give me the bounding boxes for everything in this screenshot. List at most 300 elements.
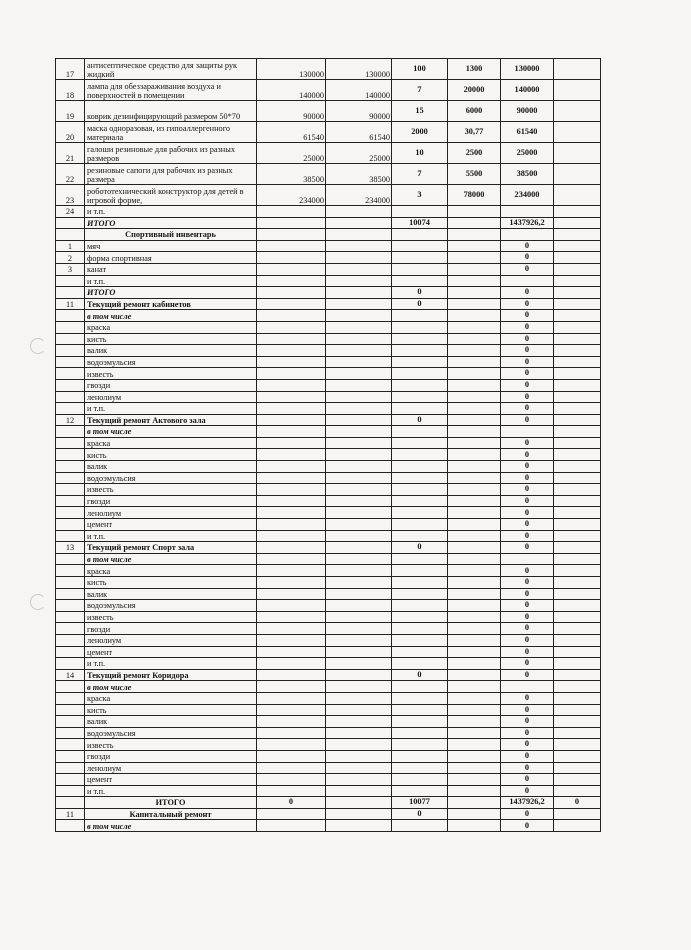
item-name: краска [85, 321, 257, 333]
unit-price: 5500 [448, 164, 501, 185]
value-col-4 [326, 310, 392, 322]
value-col-4 [326, 252, 392, 264]
row-number [56, 565, 85, 577]
amount: 0 [501, 403, 554, 415]
value-col-8 [554, 345, 601, 357]
amount: 0 [501, 634, 554, 646]
table-row [56, 692, 601, 704]
value-col-3 [257, 217, 326, 229]
unit-price [448, 727, 501, 739]
row-number: 22 [56, 164, 85, 185]
row-number [56, 275, 85, 287]
value-col-8 [554, 252, 601, 264]
value-col-4 [326, 356, 392, 368]
value-col-3 [257, 403, 326, 415]
unit-price [448, 229, 501, 241]
amount [501, 426, 554, 438]
value-col-8 [554, 565, 601, 577]
table-row [56, 669, 601, 681]
table-row [56, 164, 601, 185]
quantity [392, 530, 448, 542]
quantity [392, 356, 448, 368]
value-col-4 [326, 681, 392, 693]
item-name: Текущий ремонт кабинетов [85, 298, 257, 310]
value-col-3 [257, 310, 326, 322]
value-col-4 [326, 530, 392, 542]
amount: 0 [501, 519, 554, 531]
unit-price [448, 519, 501, 531]
value-col-8 [554, 80, 601, 101]
table-row [56, 739, 601, 751]
value-col-8 [554, 750, 601, 762]
amount: 0 [501, 472, 554, 484]
value-col-8 [554, 646, 601, 658]
table-row [56, 391, 601, 403]
value-col-4 [326, 774, 392, 786]
row-number [56, 426, 85, 438]
value-col-8 [554, 368, 601, 380]
row-number: 14 [56, 669, 85, 681]
quantity [392, 565, 448, 577]
value-col-4 [326, 611, 392, 623]
item-name: известь [85, 484, 257, 496]
amount: 0 [501, 704, 554, 716]
unit-price [448, 310, 501, 322]
amount: 0 [501, 565, 554, 577]
unit-price [448, 588, 501, 600]
value-col-8 [554, 229, 601, 241]
amount: 0 [501, 785, 554, 797]
value-col-8 [554, 484, 601, 496]
table-row [56, 321, 601, 333]
quantity: 100 [392, 59, 448, 80]
value-col-4 [326, 669, 392, 681]
unit-price [448, 240, 501, 252]
value-col-3 [257, 611, 326, 623]
value-col-3 [257, 484, 326, 496]
value-col-8 [554, 391, 601, 403]
value-col-8 [554, 716, 601, 728]
punch-hole-mark [30, 594, 46, 610]
quantity [392, 495, 448, 507]
value-col-4: 38500 [326, 164, 392, 185]
value-col-4: 25000 [326, 143, 392, 164]
item-name: и т.п. [85, 785, 257, 797]
value-col-3 [257, 379, 326, 391]
row-number [56, 634, 85, 646]
value-col-8: 0 [554, 797, 601, 809]
unit-price [448, 333, 501, 345]
unit-price [448, 577, 501, 589]
table-row [56, 263, 601, 275]
value-col-8 [554, 275, 601, 287]
table-row [56, 785, 601, 797]
amount: 0 [501, 356, 554, 368]
table-row [56, 437, 601, 449]
row-number [56, 553, 85, 565]
value-col-8 [554, 185, 601, 206]
item-name: цемент [85, 519, 257, 531]
quantity: 2000 [392, 122, 448, 143]
amount: 0 [501, 368, 554, 380]
value-col-3: 0 [257, 797, 326, 809]
row-number: 18 [56, 80, 85, 101]
value-col-3 [257, 507, 326, 519]
item-name: в том числе [85, 310, 257, 322]
quantity: 0 [392, 542, 448, 554]
value-col-4 [326, 461, 392, 473]
row-number: 12 [56, 414, 85, 426]
value-col-4 [326, 484, 392, 496]
value-col-3 [257, 333, 326, 345]
item-name: и т.п. [85, 403, 257, 415]
row-number [56, 461, 85, 473]
value-col-4 [326, 206, 392, 218]
row-number [56, 495, 85, 507]
table-row [56, 59, 601, 80]
unit-price [448, 287, 501, 299]
amount: 0 [501, 669, 554, 681]
table-row [56, 507, 601, 519]
row-number [56, 507, 85, 519]
value-col-8 [554, 681, 601, 693]
unit-price [448, 634, 501, 646]
value-col-8 [554, 577, 601, 589]
item-name: цемент [85, 646, 257, 658]
value-col-3 [257, 449, 326, 461]
value-col-3: 140000 [257, 80, 326, 101]
quantity: 0 [392, 414, 448, 426]
value-col-4 [326, 808, 392, 820]
table-row [56, 449, 601, 461]
item-name: известь [85, 739, 257, 751]
value-col-3 [257, 658, 326, 670]
quantity [392, 252, 448, 264]
unit-price: 1300 [448, 59, 501, 80]
value-col-3 [257, 345, 326, 357]
row-number [56, 727, 85, 739]
unit-price [448, 345, 501, 357]
value-col-8 [554, 263, 601, 275]
amount: 0 [501, 600, 554, 612]
table-row [56, 530, 601, 542]
unit-price [448, 565, 501, 577]
item-name: мяч [85, 240, 257, 252]
unit-price [448, 321, 501, 333]
item-name: ленолиум [85, 762, 257, 774]
amount: 0 [501, 484, 554, 496]
item-name: гвозди [85, 623, 257, 635]
unit-price: 6000 [448, 101, 501, 122]
value-col-3 [257, 762, 326, 774]
item-name: известь [85, 368, 257, 380]
value-col-8 [554, 519, 601, 531]
value-col-3 [257, 252, 326, 264]
quantity [392, 206, 448, 218]
item-name: ИТОГО [85, 217, 257, 229]
value-col-8 [554, 808, 601, 820]
table-row [56, 472, 601, 484]
table-row [56, 542, 601, 554]
value-col-3 [257, 542, 326, 554]
value-col-4 [326, 750, 392, 762]
value-col-4: 234000 [326, 185, 392, 206]
value-col-4 [326, 785, 392, 797]
value-col-3 [257, 681, 326, 693]
amount: 0 [501, 739, 554, 751]
table-row [56, 658, 601, 670]
row-number [56, 345, 85, 357]
value-col-8 [554, 437, 601, 449]
value-col-8 [554, 774, 601, 786]
amount: 90000 [501, 101, 554, 122]
amount: 140000 [501, 80, 554, 101]
item-name: робототехнический конструктор для детей в игровой форме, [85, 185, 257, 206]
value-col-8 [554, 426, 601, 438]
value-col-3 [257, 727, 326, 739]
amount: 0 [501, 774, 554, 786]
quantity: 0 [392, 287, 448, 299]
unit-price: 20000 [448, 80, 501, 101]
value-col-8 [554, 472, 601, 484]
quantity [392, 646, 448, 658]
amount: 0 [501, 495, 554, 507]
quantity [392, 577, 448, 589]
row-number [56, 368, 85, 380]
row-number [56, 739, 85, 751]
table-body [56, 59, 601, 832]
value-col-3 [257, 646, 326, 658]
amount: 61540 [501, 122, 554, 143]
unit-price [448, 275, 501, 287]
item-name: в том числе [85, 681, 257, 693]
amount: 0 [501, 530, 554, 542]
table-row [56, 185, 601, 206]
row-number [56, 611, 85, 623]
row-number [56, 229, 85, 241]
value-col-4 [326, 472, 392, 484]
value-col-4 [326, 704, 392, 716]
quantity [392, 716, 448, 728]
item-name: валик [85, 588, 257, 600]
row-number: 1 [56, 240, 85, 252]
amount: 0 [501, 310, 554, 322]
quantity [392, 623, 448, 635]
value-col-8 [554, 333, 601, 345]
row-number [56, 797, 85, 809]
item-name: кисть [85, 704, 257, 716]
item-name: краска [85, 437, 257, 449]
item-name: краска [85, 565, 257, 577]
quantity [392, 634, 448, 646]
value-col-3 [257, 287, 326, 299]
value-col-4 [326, 577, 392, 589]
value-col-3: 234000 [257, 185, 326, 206]
quantity [392, 263, 448, 275]
value-col-3 [257, 704, 326, 716]
value-col-8 [554, 658, 601, 670]
unit-price [448, 704, 501, 716]
row-number [56, 785, 85, 797]
quantity [392, 368, 448, 380]
row-number: 3 [56, 263, 85, 275]
item-name: ленолиум [85, 391, 257, 403]
row-number [56, 588, 85, 600]
quantity [392, 345, 448, 357]
unit-price [448, 553, 501, 565]
amount: 38500 [501, 164, 554, 185]
item-name: ИТОГО [85, 797, 257, 809]
row-number [56, 321, 85, 333]
unit-price [448, 785, 501, 797]
item-name: кисть [85, 449, 257, 461]
value-col-8 [554, 739, 601, 751]
value-col-8 [554, 530, 601, 542]
item-name: ленолиум [85, 634, 257, 646]
value-col-3 [257, 669, 326, 681]
item-name: Спортивный инвентарь [85, 229, 257, 241]
amount [501, 681, 554, 693]
value-col-3 [257, 275, 326, 287]
item-name: ленолиум [85, 507, 257, 519]
value-col-4: 140000 [326, 80, 392, 101]
value-col-8 [554, 449, 601, 461]
unit-price [448, 600, 501, 612]
table-row [56, 80, 601, 101]
table-row [56, 356, 601, 368]
row-number [56, 704, 85, 716]
quantity [392, 600, 448, 612]
value-col-8 [554, 553, 601, 565]
unit-price: 2500 [448, 143, 501, 164]
table-row [56, 345, 601, 357]
value-col-8 [554, 101, 601, 122]
value-col-3 [257, 553, 326, 565]
row-number [56, 762, 85, 774]
unit-price: 78000 [448, 185, 501, 206]
quantity [392, 437, 448, 449]
table-row [56, 403, 601, 415]
value-col-3 [257, 321, 326, 333]
amount: 0 [501, 437, 554, 449]
value-col-4 [326, 298, 392, 310]
unit-price [448, 681, 501, 693]
row-number [56, 356, 85, 368]
row-number [56, 681, 85, 693]
item-name: Текущий ремонт Коридора [85, 669, 257, 681]
value-col-4 [326, 739, 392, 751]
value-col-3: 90000 [257, 101, 326, 122]
row-number [56, 484, 85, 496]
item-name: водоэмульсия [85, 727, 257, 739]
item-name: водоэмульсия [85, 600, 257, 612]
table-row [56, 252, 601, 264]
row-number [56, 600, 85, 612]
table-row [56, 379, 601, 391]
value-col-8 [554, 287, 601, 299]
value-col-4: 90000 [326, 101, 392, 122]
quantity [392, 739, 448, 751]
table-row [56, 797, 601, 809]
row-number [56, 820, 85, 832]
quantity [392, 391, 448, 403]
item-name: кисть [85, 577, 257, 589]
quantity [392, 449, 448, 461]
amount: 0 [501, 646, 554, 658]
amount: 0 [501, 333, 554, 345]
row-number [56, 310, 85, 322]
table-row [56, 808, 601, 820]
quantity [392, 681, 448, 693]
unit-price [448, 252, 501, 264]
amount: 0 [501, 542, 554, 554]
table-row [56, 298, 601, 310]
amount: 25000 [501, 143, 554, 164]
value-col-3 [257, 414, 326, 426]
value-col-4 [326, 565, 392, 577]
value-col-8 [554, 785, 601, 797]
value-col-8 [554, 692, 601, 704]
unit-price [448, 762, 501, 774]
row-number: 21 [56, 143, 85, 164]
value-col-8 [554, 588, 601, 600]
table-row [56, 484, 601, 496]
value-col-4 [326, 495, 392, 507]
row-number [56, 658, 85, 670]
amount: 0 [501, 414, 554, 426]
table-row [56, 634, 601, 646]
quantity [392, 472, 448, 484]
quantity [392, 333, 448, 345]
quantity: 3 [392, 185, 448, 206]
quantity [392, 240, 448, 252]
unit-price [448, 820, 501, 832]
quantity [392, 310, 448, 322]
value-col-3 [257, 368, 326, 380]
unit-price [448, 206, 501, 218]
unit-price [448, 426, 501, 438]
table-row [56, 368, 601, 380]
row-number [56, 646, 85, 658]
item-name: гвозди [85, 495, 257, 507]
unit-price [448, 449, 501, 461]
row-number [56, 716, 85, 728]
table-row [56, 414, 601, 426]
item-name: коврик дезинфицирующий размером 50*70 [85, 101, 257, 122]
value-col-4 [326, 217, 392, 229]
item-name: Текущий ремонт Актового зала [85, 414, 257, 426]
unit-price [448, 403, 501, 415]
table-row [56, 704, 601, 716]
value-col-3 [257, 588, 326, 600]
value-col-3 [257, 461, 326, 473]
table-row [56, 240, 601, 252]
table-row [56, 461, 601, 473]
amount: 0 [501, 588, 554, 600]
table-row [56, 577, 601, 589]
value-col-8 [554, 356, 601, 368]
quantity: 10077 [392, 797, 448, 809]
value-col-3 [257, 774, 326, 786]
quantity [392, 275, 448, 287]
value-col-4 [326, 379, 392, 391]
item-name: краска [85, 692, 257, 704]
amount: 0 [501, 298, 554, 310]
amount: 0 [501, 727, 554, 739]
quantity: 7 [392, 80, 448, 101]
amount: 0 [501, 391, 554, 403]
amount [501, 206, 554, 218]
